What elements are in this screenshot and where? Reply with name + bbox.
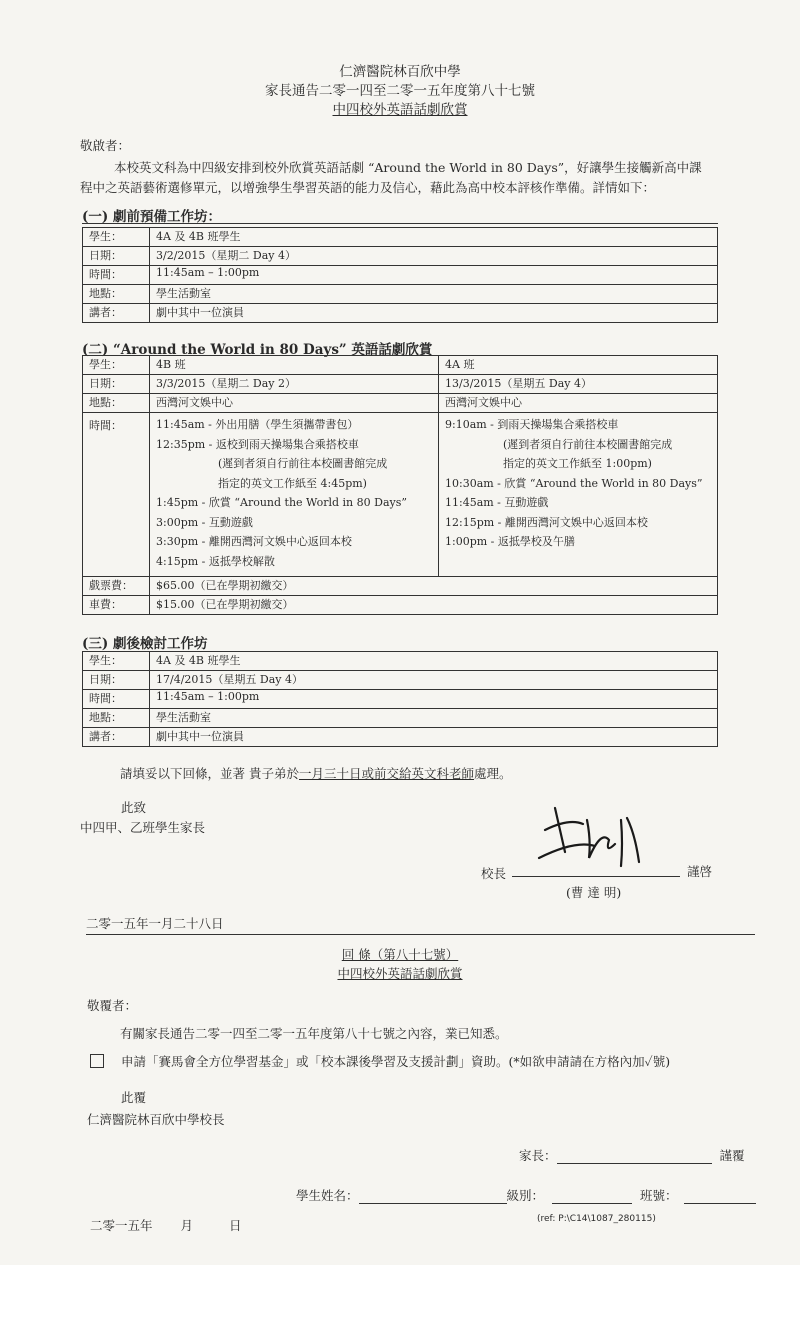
- reply-greeting: 敬覆者：: [87, 998, 138, 1013]
- table-row: 時間： 11:45am – 1:00pm: [83, 266, 718, 285]
- student-name-input[interactable]: [359, 1203, 507, 1204]
- table-row: 日期： 3/2/2015（星期二 Day 4）: [83, 247, 718, 266]
- section1-table: [82, 227, 718, 323]
- table-row: 地點： 學生活動室: [83, 285, 718, 304]
- table-row: 時間： 11:45am - 外出用膳（學生須攜帶書包） 12:35pm - 返校到雨天操場集合乘搭校車 (遲到者須自行前往本校圖書館完成 指定的英文工作紙至 4:45pm) 1:45pm - 欣賞 “Around the World in 80 Days” 3:00pm - 互動遊戲 3:30pm - 離開西灣河文娛中心返回本校 4:15pm - 返抵學校解散 9:10am - 到雨天操場集合乘搭校車 (遲到者須自行前往本校圖書館完成 指定的英文工作紙至 1:00pm) 10:30am - 欣賞 “Around the World in 80 Days” 11:45am - 互動遊戲 12:15pm - 離開西灣河文娛中心返回本校 1:00pm - 返抵學校及午膳: [83, 413, 718, 577]
- table-row: 車費： $15.00（已在學期初繳交）: [83, 596, 718, 615]
- reply-closing-1: 此覆: [121, 1090, 147, 1105]
- student-info-fields: 學生姓名： 級別： 班號：: [296, 1186, 756, 1204]
- class-input[interactable]: [552, 1203, 632, 1204]
- reply-date: 二零一五年 月 日: [90, 1218, 242, 1233]
- section1-title: (一) 劇前預備工作坊：: [82, 209, 221, 225]
- table-row: 講者： 劇中其中一位演員: [83, 304, 718, 323]
- class-b-schedule: 11:45am - 外出用膳（學生須攜帶書包） 12:35pm - 返校到雨天操場集合乘搭校車 (遲到者須自行前往本校圖書館完成 指定的英文工作紙至 4:45pm) 1:45pm - 欣賞 “Around the World in 80 Days” 3:00pm - 互動遊戲 3:30pm - 離開西灣河文娛中心返回本校 4:15pm - 返抵學校解散: [150, 413, 439, 577]
- reference-code: (ref: P:\C14\1087_280115): [537, 1214, 656, 1224]
- reply-subtitle: 中四校外英語話劇欣賞: [337, 966, 463, 981]
- reply-title: 回 條（第八十七號）: [341, 947, 459, 962]
- table-row: 地點： 西灣河文娛中心 西灣河文娛中心: [83, 394, 718, 413]
- greeting: 敬啟者：: [80, 138, 131, 153]
- reply-body: 有關家長通告二零一四至二零一五年度第八十七號之內容，業已知悉。: [120, 1026, 508, 1041]
- section3-table: [82, 651, 718, 747]
- section3-title: (三) 劇後檢討工作坊: [82, 636, 208, 652]
- table-row: 日期： 3/3/2015（星期二 Day 2） 13/3/2015（星期五 Day 4）: [83, 375, 718, 394]
- principal-signature: [535, 800, 650, 878]
- respect-closing: 謹啓: [687, 864, 713, 879]
- notice-date: 二零一五年一月二十八日: [86, 916, 224, 931]
- subsidy-text: 申請「賽馬會全方位學習基金」或「校本課後學習及支援計劃」資助。(*如欲申請請在方格內加✓號): [121, 1054, 671, 1069]
- section2-table: [82, 355, 718, 615]
- intro-line-2: 程中之英語藝術選修單元，以增強學生學習英語的能力及信心，藉此為高中校本評核作準備。詳情如下：: [80, 180, 656, 195]
- section2-title: (二) “Around the World in 80 Days” 英語話劇欣賞: [82, 342, 433, 358]
- class-number-input[interactable]: [684, 1203, 756, 1204]
- section1-rule: [82, 223, 718, 224]
- table-row: 講者： 劇中其中一位演員: [83, 728, 718, 747]
- reply-closing-2: 仁濟醫院林百欣中學校長: [87, 1112, 225, 1127]
- table-row: 戲票費： $65.00（已在學期初繳交）: [83, 577, 718, 596]
- to-line-2: 中四甲、乙班學生家長: [80, 820, 206, 835]
- table-row: 學生： 4B 班 4A 班: [83, 356, 718, 375]
- parent-signature-field[interactable]: 家長： 謹覆: [519, 1148, 745, 1163]
- table-row: 學生： 4A 及 4B 班學生: [83, 228, 718, 247]
- cut-line: [86, 934, 755, 935]
- table-row: 時間： 11:45am – 1:00pm: [83, 690, 718, 709]
- return-deadline: 一月三十日或前交給英文科老師: [298, 766, 474, 781]
- subsidy-checkbox[interactable]: [90, 1054, 104, 1068]
- class-a-schedule: 9:10am - 到雨天操場集合乘搭校車 (遲到者須自行前往本校圖書館完成 指定的英文工作紙至 1:00pm) 10:30am - 欣賞 “Around the World in 80 Days” 11:45am - 互動遊戲 12:15pm - 離開西灣河文娛中心返回本校 1:00pm - 返抵學校及午膳: [439, 413, 718, 577]
- table-row: 地點： 學生活動室: [83, 709, 718, 728]
- table-row: 日期： 17/4/2015（星期五 Day 4）: [83, 671, 718, 690]
- principal-name: (曹 達 明): [566, 885, 622, 900]
- return-instruction: 請填妥以下回條，並著 貴子弟於一月三十日或前交給英文科老師處理。: [120, 766, 512, 781]
- principal-label: 校長: [481, 866, 507, 881]
- school-name: 仁濟醫院林百欣中學: [339, 64, 461, 80]
- notice-number: 家長通告二零一四至二零一五年度第八十七號: [265, 83, 535, 99]
- intro-line-1: 本校英文科為中四級安排到校外欣賞英語話劇 “Around the World in 80 Days”，好讓學生接觸新高中課: [114, 160, 702, 175]
- table-row: 學生： 4A 及 4B 班學生: [83, 652, 718, 671]
- notice-subject: 中四校外英語話劇欣賞: [332, 102, 468, 118]
- to-line-1: 此致: [121, 800, 147, 815]
